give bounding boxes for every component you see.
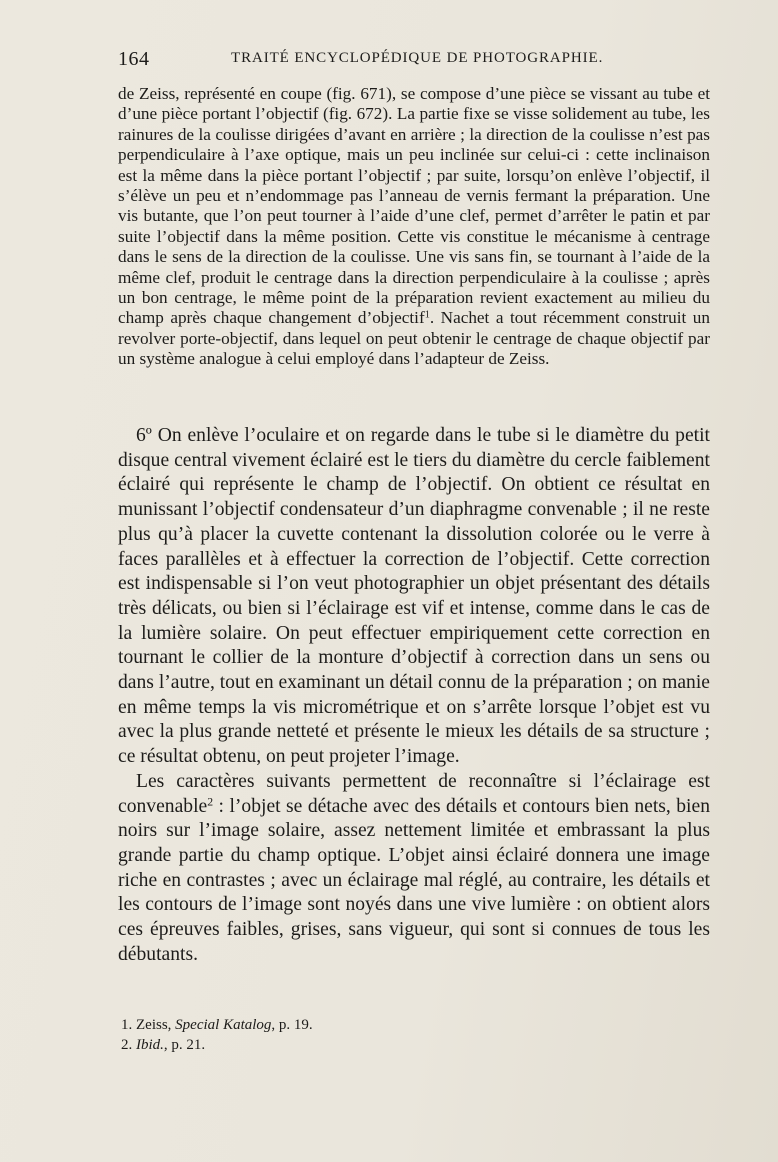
footnote-2	[121, 1035, 521, 1055]
paragraph-text-tail: . Nachet a tout récemment construit un revolver porte-objectif, dans lequel on peut obtenir le centrage de chaque objectif par un système analogue à celui employé dans l’adapteur de Zeiss.	[118, 308, 710, 369]
footnote-title: Special Katalog	[175, 1017, 272, 1033]
page-header	[118, 48, 708, 70]
footnote-title: Ibid.	[136, 1037, 164, 1053]
main-text-section	[118, 424, 710, 967]
page-number: 164	[118, 48, 150, 70]
paragraph-lighting-criteria	[118, 770, 710, 968]
paragraph-text: de Zeiss, représenté en coupe (fig. 671), se compose d’une pièce se vissant au tube et d’une pièce portant l’objectif (fig. 672). La partie fixe se visse solidement au tube, les rainures de la coulisse dirigées d’avant en arrière ; la direction de la coulisse n’est pas perpendiculaire à l’axe optique, mais un peu inclinée sur celui-ci : cette inclinaison est la même dans la pièce portant l’objectif ; par suite, lorsqu’on enlève l’objectif, il s’élève un peu et n’endommage pas l’anneau de vernis fermant la préparation. Une vis butante, que l’on peut tourner à l’aide d’une clef, permet d’arrêter le patin et par suite l’objectif dans la même position. Cette vis constitue le mécanisme à centrage dans le sens de la direction de la coulisse. Une vis sans fin, se tournant à l’aide de la même clef, produit le centrage dans la direction perpendiculaire à la coulisse ; après un bon centrage, le même point de la préparation revient exactement au milieu du champ après chaque changement d’objectif	[118, 84, 710, 328]
footnote-1	[121, 1015, 521, 1035]
footnote-author: Zeiss,	[136, 1017, 172, 1033]
footnote-number: 1.	[121, 1017, 133, 1033]
paragraph-text-tail: : l’objet se détache avec des détails et contours bien nets, bien noirs sur l’image solaire, assez nettement limitée et embrassant la plus grande partie du champ optique. L’objet ainsi éclairé donnera une image riche en contrastes ; avec un éclairage mal réglé, au contraire, les détails et les contours de l’image sont noyés dans une vive lumière : on obtient alors ces épreuves faibles, grises, sans vigueur, qui sont si connues de tous les débutants.	[118, 795, 710, 965]
footnote-number: 2.	[121, 1037, 133, 1053]
running-title: TRAITÉ ENCYCLOPÉDIQUE DE PHOTOGRAPHIE.	[231, 50, 604, 66]
footnote-ref-1: 1	[424, 309, 430, 321]
footnotes	[121, 1015, 521, 1055]
small-print-section	[118, 84, 710, 370]
paragraph-text: Les caractères suivants permettent de reconnaître si l’éclairage est convenable	[118, 770, 710, 817]
footnote-ref-2: 2	[207, 795, 214, 809]
footnote-page: , p. 19.	[271, 1017, 313, 1033]
footnote-page: , p. 21.	[163, 1037, 206, 1053]
paragraph-step-6: 6º On enlève l’oculaire et on regarde dans le tube si le diamètre du petit disque central vivement éclairé est le tiers du diamètre du cercle faiblement éclairé qui représente le champ de l’objectif. On obtient ce résultat en munissant l’objectif condensateur d’un diaphragme convenable ; il ne reste plus qu’à placer la cuvette contenant la dissolution colorée ou le verre à faces parallèles et à effectuer la correction de l’objectif. Cette correction est indispensable si l’on veut photographier un objet présentant des détails très délicats, ou bien si l’éclairage est vif et intense, comme dans le cas de la lumière solaire. On peut effectuer empiriquement cette correction en tournant le collier de la monture d’objectif à correction dans un sens ou dans l’autre, tout en examinant un détail connu de la préparation ; on manie en même temps la vis micrométrique et on s’arrête lorsque l’objet est vu avec la plus grande netteté et présente le mieux les détails de sa structure ; ce résultat obtenu, on peut projeter l’image.	[118, 425, 710, 768]
paragraph-adapter-description	[118, 84, 710, 370]
